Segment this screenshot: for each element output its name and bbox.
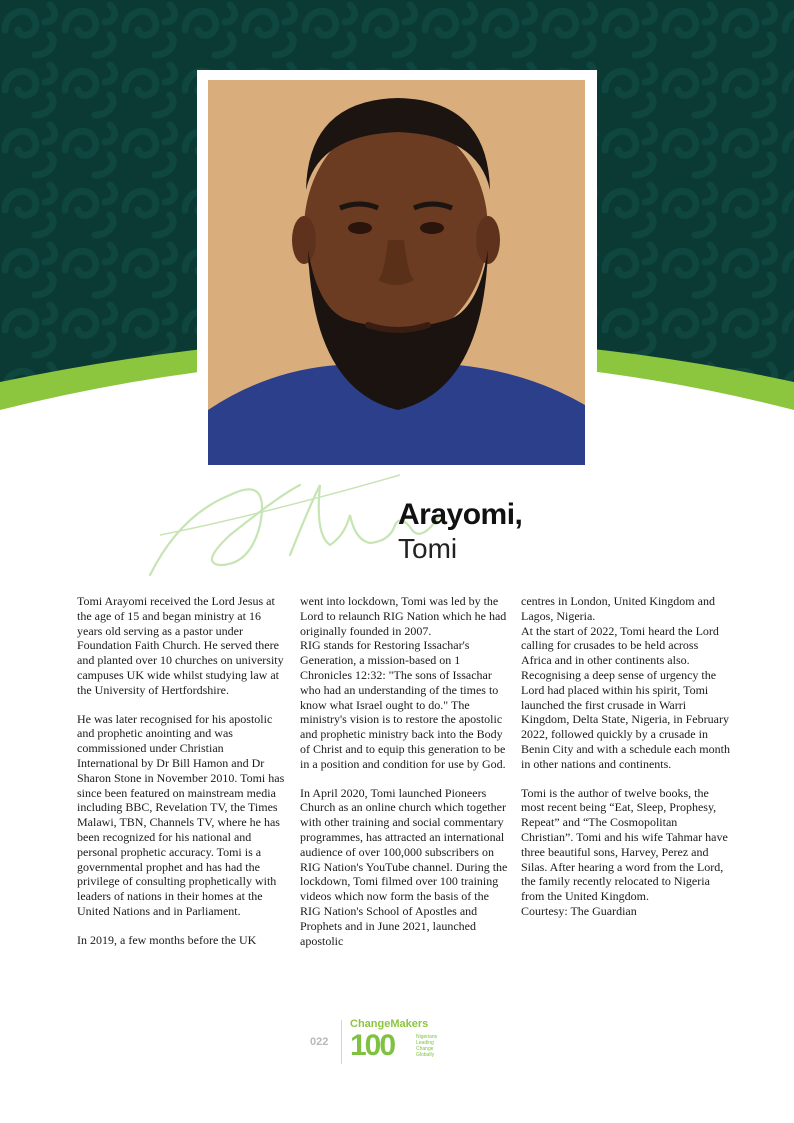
page-number: 022	[310, 1036, 329, 1048]
paragraph: RIG stands for Restoring Issachar's Generation, a mission-based on 1 Chronicles 12:32: "The sons of Issachar who had an understanding of the times to know what Israel ought to do." The ministry's vision is to restore the apostolic and prophetic ministry back into the Body of Christ and to equip this generation to be in a position and condition for use by God.	[300, 638, 506, 771]
portrait-photo	[208, 80, 585, 465]
paragraph: He was later recognised for his apostolic and prophetic anointing and was commissioned under Christian International by Dr Bill Hamon and Dr Sharon Stone in November 2010. Tomi has since been featured on mainstream media including BBC, Revelation TV, the Times Malawi, TBN, Channels TV, where he has been recognized for his national and personal prophetic accuracy. Tomi is a governmental prophet and has had the privilege of consulting prophetically with leaders of nations in their homes at the United Nations and in Parliament.	[77, 711, 285, 918]
logo-tagline: Nigerians Leading Change Globally	[416, 1034, 438, 1058]
footer-divider	[341, 1020, 342, 1064]
paragraph: centres in London, United Kingdom and Lagos, Nigeria.	[521, 594, 715, 623]
paragraph: In April 2020, Tomi launched Pioneers Church as an online church which together with other training and social commentary programmes, has attracted an international audience of over 100,000 subscribers on RIG Nation's YouTube channel. During the lockdown, Tomi filmed over 100 training videos which now form the basis of the RIG Nation's School of Apostles and Prophets and in June 2021, launched apostolic	[300, 785, 508, 948]
paragraph: Tomi Arayomi received the Lord Jesus at the age of 15 and began ministry at 16 years old serving as a pastor under Foundation Faith Church. He served there and planted over 10 churches on university campuses UK wide whilst studying law at the University of Hertfordshire.	[77, 594, 284, 697]
changemakers-logo	[346, 1018, 456, 1066]
text-column-1	[77, 594, 287, 948]
surname: Arayomi,	[398, 498, 523, 531]
first-name: Tomi	[398, 533, 458, 564]
paragraph: went into lockdown, Tomi was led by the Lord to relaunch RIG Nation which he had originally founded in 2007.	[300, 594, 507, 638]
text-column-2	[300, 594, 510, 948]
paragraph: In 2019, a few months before the UK	[77, 932, 257, 947]
logo-number: 100	[350, 1029, 395, 1062]
paragraph: At the start of 2022, Tomi heard the Lord calling for crusades to be held across Africa and in other continents also. Recognising a deep sense of urgency the Lord had placed within his spirit, Tomi launched the first crusade in Warri Kingdom, Delta State, Nigeria, in February 2022, followed quickly by a crusade in Benin City and with a schedule each month in other nations and continents.	[521, 623, 730, 771]
text-column-3	[521, 594, 731, 919]
signature-graphic	[140, 455, 440, 585]
logo-title: ChangeMakers	[350, 1018, 429, 1030]
name-block	[398, 498, 522, 566]
paragraph: Courtesy: The Guardian	[521, 903, 637, 918]
paragraph: Tomi is the author of twelve books, the most recent being “Eat, Sleep, Prophesy, Repeat” and “The Cosmopolitan Christian”. Tomi and his wife Tahmar have three beautiful sons, Harvey, Perez and Silas. After hearing a word from the Lord, the family recently relocated to Nigeria from the United Kingdom.	[521, 785, 728, 904]
